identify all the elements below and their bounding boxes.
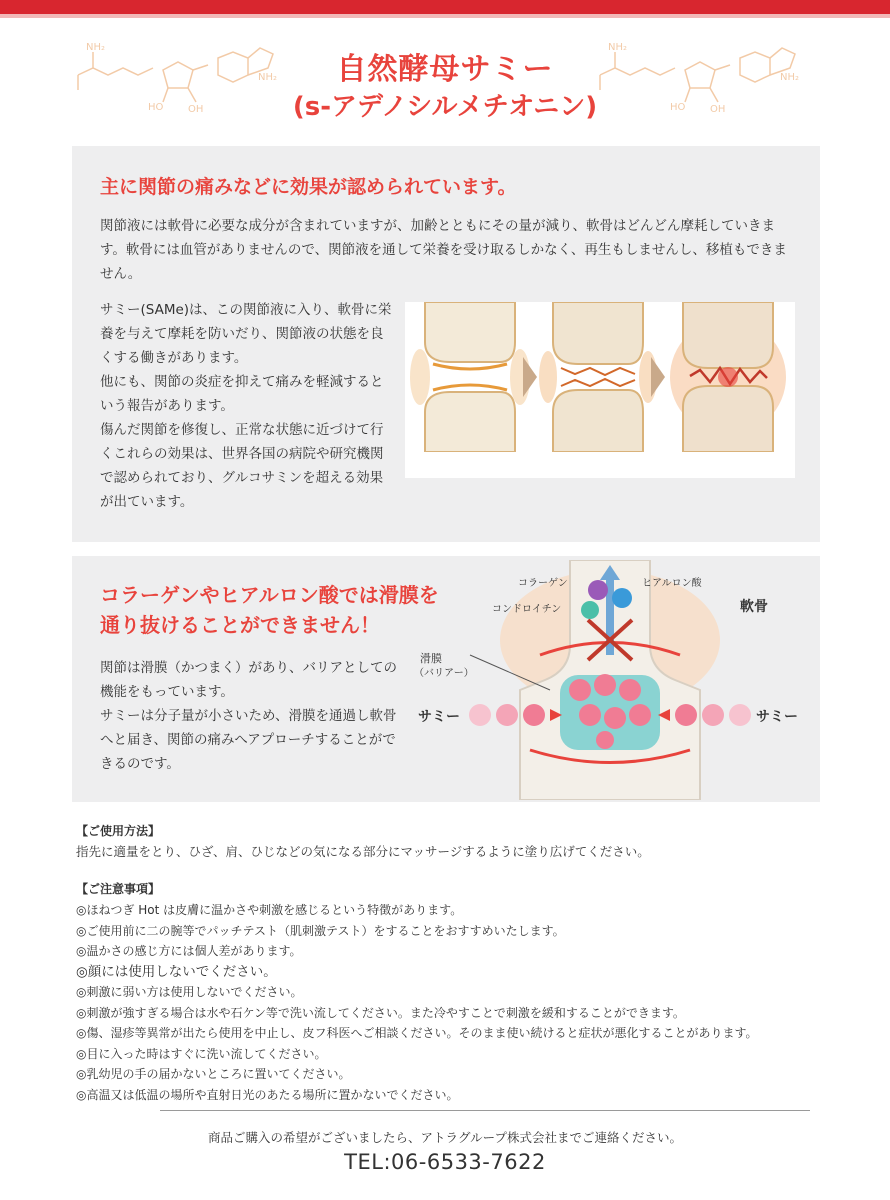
cautions-heading: 【ご注意事項】 — [76, 882, 161, 896]
arrow-1-icon — [523, 357, 537, 397]
molecule-label-nh2b-right: NH₂ — [780, 72, 800, 83]
label-membrane: 滑膜 — [420, 652, 442, 665]
caution-item: ◎ご使用前に二の腕等でパッチテスト（肌刺激テスト）をすることをおすすめいたします。 — [76, 923, 565, 938]
top-pink-bar — [0, 14, 890, 18]
molecule-label-ho: HO — [148, 102, 164, 113]
molecule-label-nh2b: NH₂ — [258, 72, 278, 83]
label-same-left: サミー — [418, 709, 460, 725]
section1-body-p2: 他にも、関節の炎症を抑えて痛みを軽減するという報告があります。 — [100, 374, 384, 414]
section2-body-p1: 関節は滑膜（かつまく）があり、バリアとしての機能をもっています。 — [100, 660, 397, 700]
label-hyaluronic: ヒアルロン酸 — [642, 578, 702, 589]
caution-item: ◎乳幼児の手の届かないところに置いてください。 — [76, 1067, 351, 1081]
arrow-2-icon — [651, 357, 665, 397]
molecule-label-nh2: NH₂ — [86, 42, 106, 53]
molecule-label-nh2-right: NH₂ — [608, 42, 628, 53]
footer-divider — [160, 1110, 810, 1111]
page-subtitle: (s-アデノシルメチオニン) — [292, 92, 598, 122]
knee-late-stage-image — [670, 302, 786, 452]
knee-progressed-image — [539, 302, 657, 452]
footer-note: 商品ご購入の希望がございましたら、アトラグループ株式会社までご連絡ください。 — [207, 1130, 682, 1145]
section1-heading: 主に関節の痛みなどに効果が認められています。 — [100, 176, 517, 198]
caution-item: ◎刺激に弱い方は使用しないでください。 — [76, 985, 303, 999]
section2-heading — [100, 580, 439, 640]
label-chondroitin: コンドロイチン — [492, 604, 562, 615]
section2-heading-line2: 通り抜けることができません！ — [100, 613, 380, 637]
molecule-label-oh-right: OH — [710, 104, 726, 115]
section2-body-p2: サミーは分子量が小さいため、滑膜を通過し軟骨へと届き、関節の痛みへアプローチすることができるのです。 — [100, 708, 397, 772]
knee-stages-illustration — [405, 302, 795, 478]
page-title: 自然酵母サミー — [336, 52, 554, 87]
section1-intro: 関節液には軟骨に必要な成分が含まれていますが、加齢とともにその量が減り、軟骨はどんどん摩耗していきます。軟骨には血管がありませんので、関節液を通して栄養を受け取るしかなく、再生もしませんし、移植もできません。 — [100, 218, 787, 282]
caution-item: ◎傷、湿疹等異常が出たら使用を中止し、皮フ科医へご相談ください。そのまま使い続けると症状が悪化することがあります。 — [76, 1026, 758, 1040]
cautions-list — [76, 900, 758, 1105]
section1-body — [100, 298, 396, 514]
label-cartilage: 軟骨 — [740, 599, 768, 615]
knee-normal-image — [410, 302, 530, 452]
caution-item: ◎目に入った時はすぐに洗い流してください。 — [76, 1046, 327, 1061]
membrane-diagram — [410, 560, 810, 800]
caution-item: ◎温かさの感じ方には個人差があります。 — [76, 944, 302, 958]
section2-heading-line1: コラーゲンやヒアルロン酸では滑膜を — [100, 583, 439, 607]
caution-item: ◎顔には使用しないでください。 — [76, 963, 277, 980]
caution-item: ◎高温又は低温の場所や直射日光のあたる場所に置かないでください。 — [76, 1087, 459, 1102]
knee-stages-svg — [405, 302, 795, 452]
label-barrier: （バリアー） — [414, 668, 474, 679]
label-same-right: サミー — [756, 709, 798, 725]
section2-body — [100, 656, 400, 776]
usage-text: 指先に適量をとり、ひざ、肩、ひじなどの気になる部分にマッサージするように塗り広げてください。 — [76, 844, 650, 859]
caution-item: ◎刺激が強すぎる場合は水や石ケン等で洗い流してください。また冷やすことで刺激を緩和することができます。 — [76, 1005, 685, 1020]
caution-item: ◎ほねつぎ Hot は皮膚に温かさや刺激を感じるという特徴があります。 — [76, 903, 463, 917]
label-collagen: コラーゲン — [518, 578, 568, 589]
top-red-bar — [0, 0, 890, 14]
section1-body-p3: 傷んだ関節を修復し、正常な状態に近づけて行くこれらの効果は、世界各国の病院や研究機関で認められており、グルコサミンを超える効果が出ています。 — [100, 422, 384, 510]
molecule-label-ho-right: HO — [670, 102, 686, 113]
usage-heading: 【ご使用方法】 — [76, 824, 161, 838]
phone-number: TEL:06-6533-7622 — [344, 1150, 546, 1174]
molecule-label-oh: OH — [188, 104, 204, 115]
section1-body-p1: サミー(SAMe)は、この関節液に入り、軟骨に栄養を与えて摩耗を防いだり、関節液の状態を良くする働きがあります。 — [100, 302, 392, 366]
